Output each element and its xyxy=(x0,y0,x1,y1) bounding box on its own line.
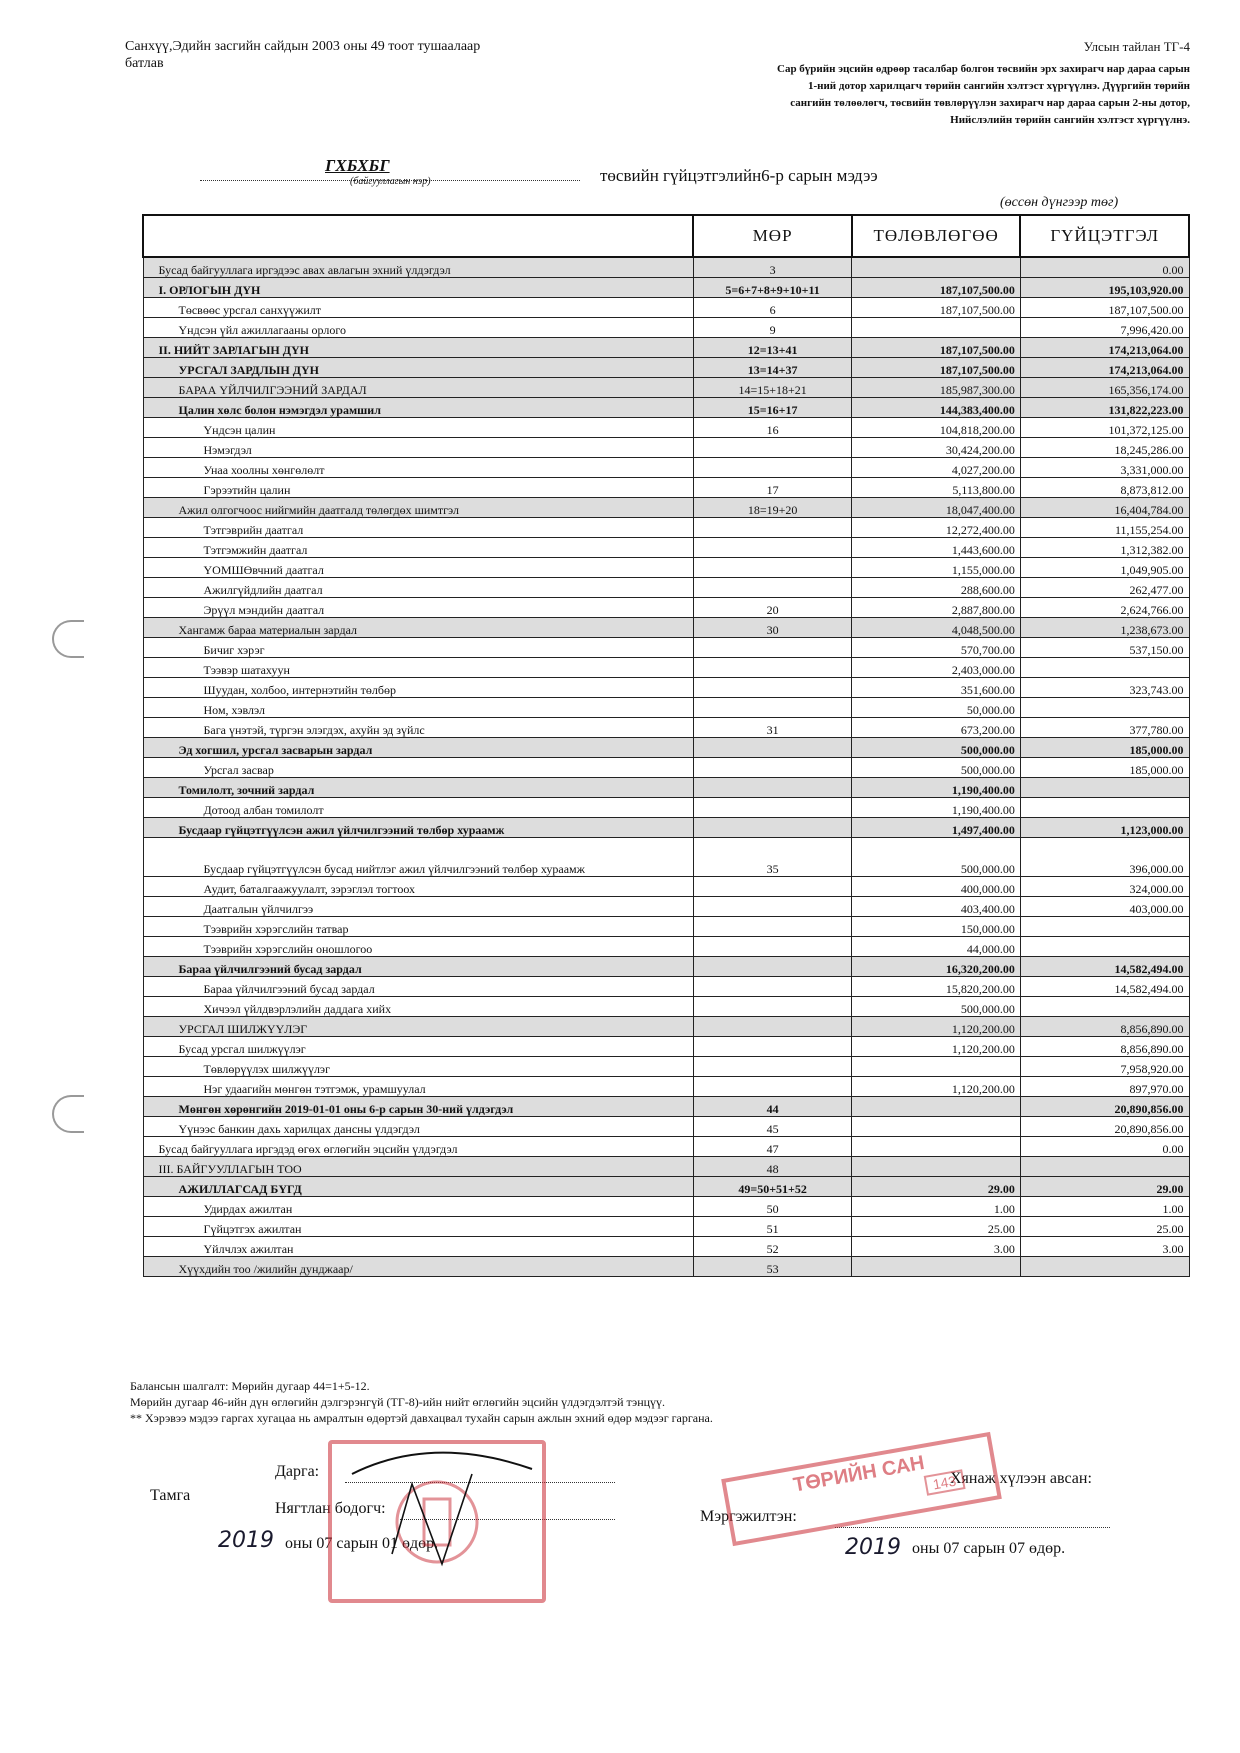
header-plan: ТӨЛӨВЛӨГӨӨ xyxy=(852,215,1021,257)
table-row xyxy=(143,937,1189,957)
row-name-cell: Бага үнэтэй, түргэн элэгдэх, ахуйн эд зүйлс xyxy=(143,718,693,738)
row-code-cell: 49=50+51+52 xyxy=(693,1177,851,1197)
left-year-handwritten: 2019 xyxy=(218,1528,274,1553)
row-code-cell xyxy=(693,678,851,698)
row-actual-cell: 0.00 xyxy=(1020,1137,1189,1157)
row-plan-cell: 2,403,000.00 xyxy=(852,658,1021,678)
row-actual-cell: 8,856,890.00 xyxy=(1020,1037,1189,1057)
row-name-cell: Хичээл үйлдвэрлэлийн даддага хийх xyxy=(143,997,693,1017)
table-row xyxy=(143,997,1189,1017)
table-row xyxy=(143,478,1189,498)
org-name-caption: (байгууллагын нэр) xyxy=(350,176,431,187)
table-row xyxy=(143,838,1189,877)
row-plan-cell: 15,820,200.00 xyxy=(852,977,1021,997)
row-code-cell: 3 xyxy=(693,257,851,278)
table-row xyxy=(143,1217,1189,1237)
table-row xyxy=(143,438,1189,458)
table-row xyxy=(143,1097,1189,1117)
table-row xyxy=(143,1017,1189,1037)
row-plan-cell xyxy=(852,1117,1021,1137)
row-code-cell: 13=14+37 xyxy=(693,358,851,378)
footnote-1: Балансын шалгалт: Мөрийн дугаар 44=1+5-12. xyxy=(130,1379,370,1393)
row-plan-cell: 12,272,400.00 xyxy=(852,518,1021,538)
row-code-cell xyxy=(693,917,851,937)
row-name-cell: АЖИЛЛАГСАД БҮГД xyxy=(143,1177,693,1197)
row-plan-cell: 1,497,400.00 xyxy=(852,818,1021,838)
row-code-cell: 48 xyxy=(693,1157,851,1177)
header-actual: ГҮЙЦЭТГЭЛ xyxy=(1020,215,1189,257)
row-plan-cell: 500,000.00 xyxy=(852,758,1021,778)
table-row xyxy=(143,298,1189,318)
row-code-cell xyxy=(693,937,851,957)
table-row xyxy=(143,917,1189,937)
budget-table xyxy=(142,214,1190,1277)
row-actual-cell: 185,000.00 xyxy=(1020,758,1189,778)
table-row xyxy=(143,1037,1189,1057)
row-actual-cell: 377,780.00 xyxy=(1020,718,1189,738)
table-row xyxy=(143,698,1189,718)
row-code-cell xyxy=(693,558,851,578)
table-row xyxy=(143,638,1189,658)
row-code-cell: 15=16+17 xyxy=(693,398,851,418)
left-date: оны 07 сарын 01 өдөр. xyxy=(285,1535,439,1552)
table-row xyxy=(143,1117,1189,1137)
row-actual-cell xyxy=(1020,1257,1189,1277)
footnote-3: ** Хэрэвээ мэдээ гаргах хугацаа нь амралтын өдөртэй давхацвал тухайн сарын ажлын эхний өдөр мэдээг гаргана. xyxy=(130,1411,713,1425)
row-name-cell: Урсгал засвар xyxy=(143,758,693,778)
row-name-cell: Үндсэн цалин xyxy=(143,418,693,438)
approval-line-2: батлав xyxy=(125,56,164,71)
row-code-cell xyxy=(693,518,851,538)
row-actual-cell: 16,404,784.00 xyxy=(1020,498,1189,518)
row-code-cell: 14=15+18+21 xyxy=(693,378,851,398)
row-name-cell: II. НИЙТ ЗАРЛАГЫН ДҮН xyxy=(143,338,693,358)
row-name-cell: Тээвэр шатахуун xyxy=(143,658,693,678)
row-plan-cell: 2,887,800.00 xyxy=(852,598,1021,618)
row-actual-cell: 11,155,254.00 xyxy=(1020,518,1189,538)
instruction-line-2: 1-ний дотор харилцагч төрийн сангийн хэлтэст хүргүүлнэ. Дүүргийн төрийн xyxy=(807,80,1190,92)
director-label: Дарга: xyxy=(275,1463,320,1480)
row-code-cell: 16 xyxy=(693,418,851,438)
row-actual-cell: 174,213,064.00 xyxy=(1020,358,1189,378)
row-code-cell xyxy=(693,1037,851,1057)
row-actual-cell: 165,356,174.00 xyxy=(1020,378,1189,398)
table-row xyxy=(143,458,1189,478)
row-plan-cell: 1,120,200.00 xyxy=(852,1017,1021,1037)
row-plan-cell: 5,113,800.00 xyxy=(852,478,1021,498)
row-name-cell: Бусад байгууллага иргэдэд өгөх өглөгийн эцсийн үлдэгдэл xyxy=(143,1137,693,1157)
row-name-cell: ҮОМШӨвчний даатгал xyxy=(143,558,693,578)
table-row xyxy=(143,598,1189,618)
row-actual-cell: 195,103,920.00 xyxy=(1020,278,1189,298)
table-row xyxy=(143,378,1189,398)
row-name-cell: Гэрээтийн цалин xyxy=(143,478,693,498)
row-code-cell: 30 xyxy=(693,618,851,638)
row-actual-cell: 7,958,920.00 xyxy=(1020,1057,1189,1077)
row-actual-cell: 1,123,000.00 xyxy=(1020,818,1189,838)
table-row xyxy=(143,498,1189,518)
row-plan-cell: 1.00 xyxy=(852,1197,1021,1217)
right-date: оны 07 сарын 07 өдөр. xyxy=(912,1540,1066,1557)
punch-hole-bottom xyxy=(52,1095,84,1133)
row-plan-cell: 351,600.00 xyxy=(852,678,1021,698)
row-code-cell: 31 xyxy=(693,718,851,738)
row-name-cell: Томилолт, зочний зардал xyxy=(143,778,693,798)
row-name-cell: УРСГАЛ ЗАРДЛЫН ДҮН xyxy=(143,358,693,378)
table-header-row xyxy=(143,215,1189,257)
row-actual-cell: 2,624,766.00 xyxy=(1020,598,1189,618)
table-row xyxy=(143,358,1189,378)
row-code-cell: 51 xyxy=(693,1217,851,1237)
instruction-line-1: Сар бүрийн эцсийн өдрөөр тасалбар болгон төсвийн эрх захирагч нар дараа сарын xyxy=(777,63,1190,75)
reviewed-label: Хянаж хүлээн авсан: xyxy=(950,1470,1092,1487)
stamp-label: Тамга xyxy=(150,1487,191,1504)
row-code-cell xyxy=(693,438,851,458)
row-actual-cell xyxy=(1020,1157,1189,1177)
row-code-cell xyxy=(693,1077,851,1097)
table-row xyxy=(143,957,1189,977)
row-plan-cell: 25.00 xyxy=(852,1217,1021,1237)
table-row xyxy=(143,418,1189,438)
row-name-cell: Ажил олгогчоос нийгмийн даатгалд төлөгдөх шимтгэл xyxy=(143,498,693,518)
row-name-cell: Бусдаар гүйцэтгүүлсэн бусад нийтлэг ажил үйлчилгээний төлбөр хураамж xyxy=(143,838,693,877)
row-actual-cell: 897,970.00 xyxy=(1020,1077,1189,1097)
row-name-cell: Төвлөрүүлэх шилжүүлэг xyxy=(143,1057,693,1077)
table-row xyxy=(143,738,1189,758)
table-row xyxy=(143,977,1189,997)
approval-line-1: Санхүү,Эдийн засгийн сайдын 2003 оны 49 тоот тушаалаар xyxy=(125,39,481,54)
row-actual-cell: 8,856,890.00 xyxy=(1020,1017,1189,1037)
row-actual-cell xyxy=(1020,698,1189,718)
row-actual-cell: 1,238,673.00 xyxy=(1020,618,1189,638)
footnote-2: Мөрийн дугаар 46-ийн дүн өглөгийн дэлгэрэнгүй (ТГ-8)-ийн нийт өглөгийн эцсийн үлдэгдэлтэй тэнцүү. xyxy=(130,1395,666,1409)
row-code-cell: 12=13+41 xyxy=(693,338,851,358)
row-code-cell xyxy=(693,877,851,897)
row-actual-cell: 7,996,420.00 xyxy=(1020,318,1189,338)
row-plan-cell: 3.00 xyxy=(852,1237,1021,1257)
table-row xyxy=(143,1077,1189,1097)
row-code-cell xyxy=(693,778,851,798)
row-actual-cell: 403,000.00 xyxy=(1020,897,1189,917)
row-code-cell: 52 xyxy=(693,1237,851,1257)
row-plan-cell: 288,600.00 xyxy=(852,578,1021,598)
row-code-cell xyxy=(693,997,851,1017)
row-code-cell xyxy=(693,957,851,977)
row-plan-cell: 673,200.00 xyxy=(852,718,1021,738)
row-code-cell: 47 xyxy=(693,1137,851,1157)
row-name-cell: Удирдах ажилтан xyxy=(143,1197,693,1217)
row-actual-cell: 14,582,494.00 xyxy=(1020,977,1189,997)
treasury-stamp-text: ТӨРИЙН САН xyxy=(791,1451,927,1497)
row-code-cell xyxy=(693,977,851,997)
row-plan-cell: 187,107,500.00 xyxy=(852,298,1021,318)
row-name-cell: БАРАА ҮЙЛЧИЛГЭЭНИЙ ЗАРДАЛ xyxy=(143,378,693,398)
row-name-cell: Үйлчлэх ажилтан xyxy=(143,1237,693,1257)
row-plan-cell: 500,000.00 xyxy=(852,997,1021,1017)
row-actual-cell: 396,000.00 xyxy=(1020,838,1189,877)
row-actual-cell: 3.00 xyxy=(1020,1237,1189,1257)
table-row xyxy=(143,1057,1189,1077)
row-plan-cell: 185,987,300.00 xyxy=(852,378,1021,398)
table-row xyxy=(143,818,1189,838)
row-plan-cell: 403,400.00 xyxy=(852,897,1021,917)
seal-emblem-icon xyxy=(332,1444,542,1599)
row-actual-cell: 29.00 xyxy=(1020,1177,1189,1197)
header-name xyxy=(143,215,693,257)
specialist-label: Мэргэжилтэн: xyxy=(700,1508,797,1525)
table-row xyxy=(143,318,1189,338)
table-row xyxy=(143,338,1189,358)
table-row xyxy=(143,1237,1189,1257)
row-actual-cell xyxy=(1020,798,1189,818)
official-seal-stamp xyxy=(328,1440,546,1603)
row-name-cell: Тэтгэврийн даатгал xyxy=(143,518,693,538)
row-plan-cell: 570,700.00 xyxy=(852,638,1021,658)
row-plan-cell: 104,818,200.00 xyxy=(852,418,1021,438)
row-actual-cell: 262,477.00 xyxy=(1020,578,1189,598)
table-row xyxy=(143,1257,1189,1277)
row-plan-cell: 1,443,600.00 xyxy=(852,538,1021,558)
row-actual-cell: 131,822,223.00 xyxy=(1020,398,1189,418)
row-name-cell: Бичиг хэрэг xyxy=(143,638,693,658)
row-name-cell: Ном, хэвлэл xyxy=(143,698,693,718)
row-actual-cell: 537,150.00 xyxy=(1020,638,1189,658)
table-row xyxy=(143,257,1189,278)
row-plan-cell: 18,047,400.00 xyxy=(852,498,1021,518)
row-actual-cell xyxy=(1020,778,1189,798)
row-name-cell: Эд хогшил, урсгал засварын зардал xyxy=(143,738,693,758)
row-name-cell: Төсвөөс урсгал санхүүжилт xyxy=(143,298,693,318)
row-actual-cell: 101,372,125.00 xyxy=(1020,418,1189,438)
footnotes xyxy=(130,1378,890,1426)
row-name-cell: Бусдаар гүйцэтгүүлсэн ажил үйлчилгээний төлбөр хураамж xyxy=(143,818,693,838)
row-plan-cell: 1,120,200.00 xyxy=(852,1077,1021,1097)
treasury-stamp-number: 143 xyxy=(923,1469,965,1496)
row-plan-cell: 1,155,000.00 xyxy=(852,558,1021,578)
row-name-cell: Үндсэн үйл ажиллагааны орлого xyxy=(143,318,693,338)
row-plan-cell: 400,000.00 xyxy=(852,877,1021,897)
row-plan-cell: 29.00 xyxy=(852,1177,1021,1197)
row-code-cell xyxy=(693,1017,851,1037)
row-plan-cell: 187,107,500.00 xyxy=(852,338,1021,358)
row-name-cell: Үүнээс банкин дахь харилцах дансны үлдэгдэл xyxy=(143,1117,693,1137)
row-actual-cell: 187,107,500.00 xyxy=(1020,298,1189,318)
row-name-cell: Даатгалын үйлчилгээ xyxy=(143,897,693,917)
row-code-cell: 35 xyxy=(693,838,851,877)
row-code-cell: 17 xyxy=(693,478,851,498)
unit-note: (өссөн дүнгээр төг) xyxy=(1000,195,1119,210)
table-row xyxy=(143,398,1189,418)
row-actual-cell: 20,890,856.00 xyxy=(1020,1117,1189,1137)
row-plan-cell: 144,383,400.00 xyxy=(852,398,1021,418)
table-row xyxy=(143,877,1189,897)
row-plan-cell xyxy=(852,318,1021,338)
row-plan-cell: 500,000.00 xyxy=(852,838,1021,877)
table-row xyxy=(143,718,1189,738)
row-plan-cell xyxy=(852,1137,1021,1157)
row-code-cell: 50 xyxy=(693,1197,851,1217)
row-name-cell: Эрүүл мэндийн даатгал xyxy=(143,598,693,618)
row-plan-cell: 187,107,500.00 xyxy=(852,358,1021,378)
row-code-cell xyxy=(693,658,851,678)
row-name-cell: Аудит, баталгаажуулалт, зэрэглэл тогтоох xyxy=(143,877,693,897)
table-row xyxy=(143,758,1189,778)
row-actual-cell: 323,743.00 xyxy=(1020,678,1189,698)
row-plan-cell xyxy=(852,1157,1021,1177)
row-name-cell: Хүүхдийн тоо /жилийн дунджаар/ xyxy=(143,1257,693,1277)
row-code-cell xyxy=(693,698,851,718)
row-code-cell xyxy=(693,638,851,658)
row-code-cell xyxy=(693,758,851,778)
row-name-cell: Нэг удаагийн мөнгөн тэтгэмж, урамшуулал xyxy=(143,1077,693,1097)
row-name-cell: Хангамж бараа материалын зардал xyxy=(143,618,693,638)
row-actual-cell xyxy=(1020,917,1189,937)
row-code-cell: 44 xyxy=(693,1097,851,1117)
row-actual-cell: 8,873,812.00 xyxy=(1020,478,1189,498)
row-name-cell: Шуудан, холбоо, интернэтийн төлбөр xyxy=(143,678,693,698)
accountant-label: Нягтлан бодогч: xyxy=(275,1500,386,1517)
row-actual-cell xyxy=(1020,997,1189,1017)
row-name-cell: Тэтгэмжийн даатгал xyxy=(143,538,693,558)
row-plan-cell: 1,190,400.00 xyxy=(852,778,1021,798)
table-row xyxy=(143,897,1189,917)
row-code-cell xyxy=(693,538,851,558)
row-name-cell: Бусад урсгал шилжүүлэг xyxy=(143,1037,693,1057)
row-name-cell: Дотоод албан томилолт xyxy=(143,798,693,818)
row-name-cell: Унаа хоолны хөнгөлөлт xyxy=(143,458,693,478)
table-row xyxy=(143,578,1189,598)
table-row xyxy=(143,1157,1189,1177)
treasury-stamp xyxy=(721,1432,1002,1546)
row-actual-cell xyxy=(1020,658,1189,678)
row-name-cell: Бусад байгууллага иргэдээс авах авлагын эхний үлдэгдэл xyxy=(143,257,693,278)
row-actual-cell: 25.00 xyxy=(1020,1217,1189,1237)
table-row xyxy=(143,778,1189,798)
header-code: МӨР xyxy=(693,215,851,257)
row-actual-cell: 18,245,286.00 xyxy=(1020,438,1189,458)
row-name-cell: Бараа үйлчилгээний бусад зардал xyxy=(143,977,693,997)
row-plan-cell xyxy=(852,1257,1021,1277)
row-actual-cell: 0.00 xyxy=(1020,257,1189,278)
row-name-cell: Тээврийн хэрэгслийн оношлогоо xyxy=(143,937,693,957)
row-plan-cell: 16,320,200.00 xyxy=(852,957,1021,977)
row-code-cell xyxy=(693,578,851,598)
row-plan-cell xyxy=(852,1097,1021,1117)
row-plan-cell: 1,120,200.00 xyxy=(852,1037,1021,1057)
row-actual-cell: 1.00 xyxy=(1020,1197,1189,1217)
budget-table-body xyxy=(143,257,1189,1277)
row-plan-cell: 4,048,500.00 xyxy=(852,618,1021,638)
row-code-cell xyxy=(693,738,851,758)
table-row xyxy=(143,1177,1189,1197)
row-name-cell: Бараа үйлчилгээний бусад зардал xyxy=(143,957,693,977)
row-code-cell xyxy=(693,818,851,838)
org-name: ГХБХБГ xyxy=(325,156,390,175)
table-row xyxy=(143,678,1189,698)
row-name-cell: Мөнгөн хөрөнгийн 2019-01-01 оны 6-р сарын 30-ний үлдэгдэл xyxy=(143,1097,693,1117)
right-year-handwritten: 2019 xyxy=(845,1535,901,1560)
row-actual-cell: 20,890,856.00 xyxy=(1020,1097,1189,1117)
row-name-cell: Ажилгүйдлийн даатгал xyxy=(143,578,693,598)
row-plan-cell: 187,107,500.00 xyxy=(852,278,1021,298)
row-name-cell: Цалин хөлс болон нэмэгдэл урамшил xyxy=(143,398,693,418)
row-code-cell xyxy=(693,458,851,478)
punch-hole-top xyxy=(52,620,84,658)
table-row xyxy=(143,618,1189,638)
table-row xyxy=(143,558,1189,578)
row-plan-cell: 50,000.00 xyxy=(852,698,1021,718)
row-code-cell: 5=6+7+8+9+10+11 xyxy=(693,278,851,298)
row-code-cell: 20 xyxy=(693,598,851,618)
row-plan-cell: 1,190,400.00 xyxy=(852,798,1021,818)
approval-note xyxy=(125,38,565,72)
row-code-cell: 18=19+20 xyxy=(693,498,851,518)
row-code-cell: 9 xyxy=(693,318,851,338)
row-code-cell: 45 xyxy=(693,1117,851,1137)
row-actual-cell xyxy=(1020,937,1189,957)
row-plan-cell xyxy=(852,1057,1021,1077)
row-code-cell: 6 xyxy=(693,298,851,318)
row-actual-cell: 14,582,494.00 xyxy=(1020,957,1189,977)
row-actual-cell: 174,213,064.00 xyxy=(1020,338,1189,358)
table-row xyxy=(143,518,1189,538)
table-row xyxy=(143,798,1189,818)
instruction-line-4: Нийслэлийн төрийн сангийн хэлтэст хүргүүлнэ. xyxy=(950,114,1190,126)
row-name-cell: Гүйцэтгэх ажилтан xyxy=(143,1217,693,1237)
row-actual-cell: 324,000.00 xyxy=(1020,877,1189,897)
row-code-cell xyxy=(693,798,851,818)
row-plan-cell: 30,424,200.00 xyxy=(852,438,1021,458)
row-name-cell: Нэмэгдэл xyxy=(143,438,693,458)
row-name-cell: I. ОРЛОГЫН ДҮН xyxy=(143,278,693,298)
row-code-cell xyxy=(693,897,851,917)
row-actual-cell: 3,331,000.00 xyxy=(1020,458,1189,478)
table-row xyxy=(143,1137,1189,1157)
instruction-line-3: сангийн төлөөлөгч, төсвийн төвлөрүүлэн захирагч нар дараа сарын 2-ны дотор, xyxy=(790,97,1190,109)
row-plan-cell: 4,027,200.00 xyxy=(852,458,1021,478)
report-code: Улсын тайлан ТГ-4 xyxy=(1083,39,1190,54)
row-code-cell xyxy=(693,1057,851,1077)
row-plan-cell: 150,000.00 xyxy=(852,917,1021,937)
table-row xyxy=(143,278,1189,298)
report-instructions xyxy=(690,38,1190,129)
document-title: төсвийн гүйцэтгэлийн6-р сарын мэдээ xyxy=(600,166,878,185)
row-actual-cell: 1,049,905.00 xyxy=(1020,558,1189,578)
table-row xyxy=(143,1197,1189,1217)
row-name-cell: Тээврийн хэрэгслийн татвар xyxy=(143,917,693,937)
row-plan-cell xyxy=(852,257,1021,278)
row-plan-cell: 44,000.00 xyxy=(852,937,1021,957)
row-actual-cell: 185,000.00 xyxy=(1020,738,1189,758)
table-row xyxy=(143,538,1189,558)
table-row xyxy=(143,658,1189,678)
row-name-cell: III. БАЙГУУЛЛАГЫН ТОО xyxy=(143,1157,693,1177)
row-actual-cell: 1,312,382.00 xyxy=(1020,538,1189,558)
row-plan-cell: 500,000.00 xyxy=(852,738,1021,758)
row-name-cell: УРСГАЛ ШИЛЖҮҮЛЭГ xyxy=(143,1017,693,1037)
row-code-cell: 53 xyxy=(693,1257,851,1277)
